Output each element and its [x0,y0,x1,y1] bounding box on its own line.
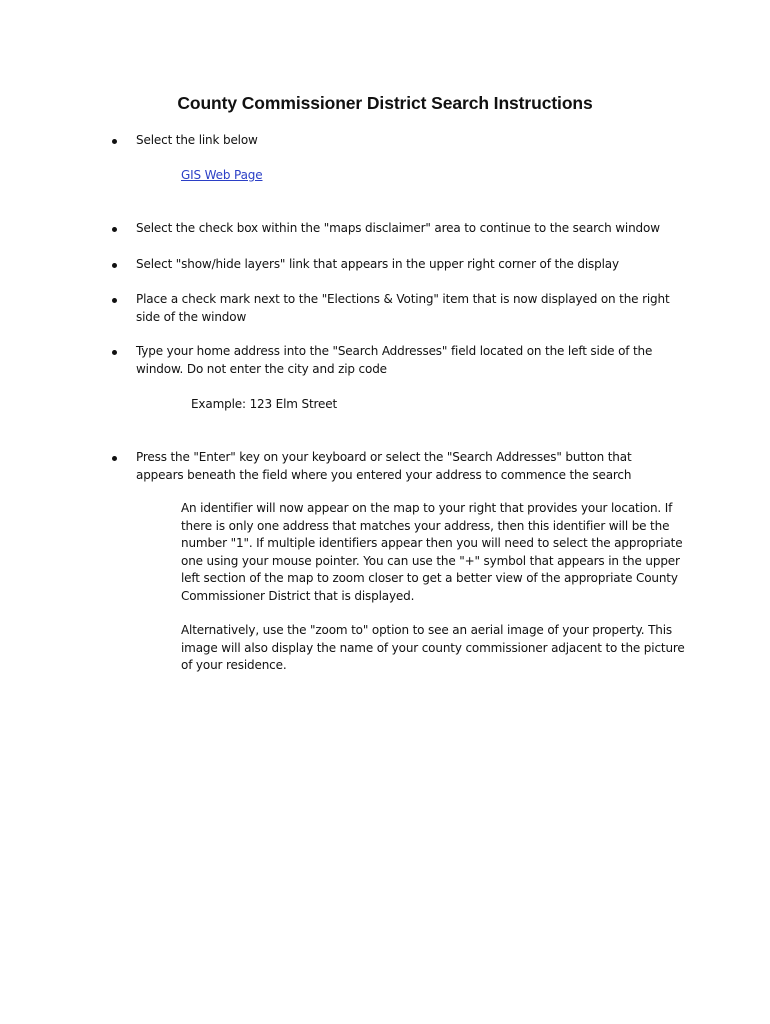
example-text: Example: 123 Elm Street [191,397,338,411]
gis-web-page-link[interactable]: GIS Web Page [181,168,263,182]
bullet-icon [112,139,117,144]
bullet-icon [112,298,117,303]
step-text: Type your home address into the "Search Addresses" field located on the left side of the window. Do not enter the city and zip code [136,344,653,376]
step-text: Select "show/hide layers" link that appears in the upper right corner of the display [136,257,619,271]
document-title: County Commissioner District Search Instructions [177,93,593,113]
step-text: Place a check mark next to the "Elections & Voting" item that is now displayed on the right side of the window [136,292,670,324]
step-text: Press the "Enter" key on your keyboard or select the "Search Addresses" button that appears beneath the field where you entered your address to commence the search [136,450,632,482]
zoom-to-paragraph: Alternatively, use the "zoom to" option to see an aerial image of your property. This image will also display the name of your county commissioner adjacent to the picture of your residence. [181,623,685,672]
bullet-icon [112,227,117,232]
step-text: Select the link below [136,133,258,147]
step-text: Select the check box within the "maps disclaimer" area to continue to the search window [136,221,660,235]
bullet-icon [112,350,117,355]
bullet-icon [112,456,117,461]
bullet-icon [112,263,117,268]
identifier-paragraph: An identifier will now appear on the map to your right that provides your location. If there is only one address that matches your address, then this identifier will be the number "1". If multiple identifiers appear then you will need to select the appropriate one using your mouse pointer. You can use the "+" symbol that appears in the upper left section of the map to zoom closer to get a better view of the appropriate County Commissioner District that is displayed. [181,501,683,603]
